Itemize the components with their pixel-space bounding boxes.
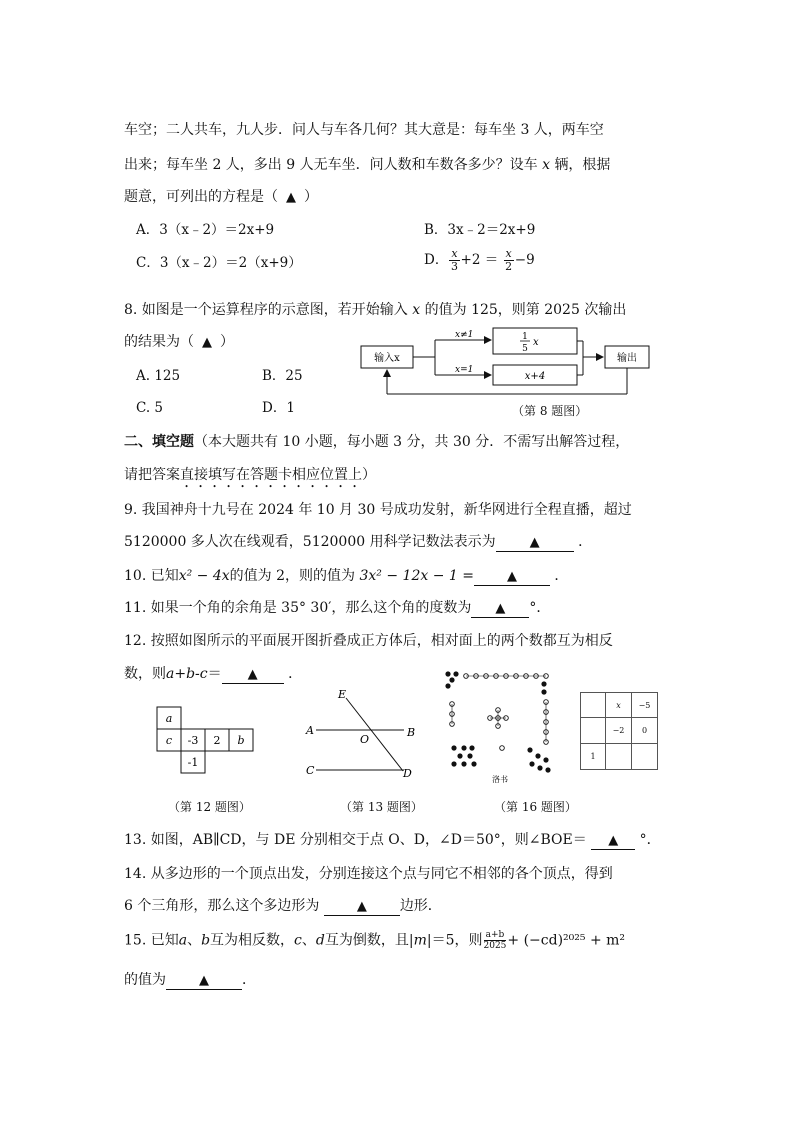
grid-cell: 1 [580, 744, 606, 770]
q15-mid2: 互为倒数，且 [324, 932, 409, 949]
q8-line1-text: 8. 如图是一个运算程序的示意图，若开始输入 [124, 302, 408, 318]
label-o: O [360, 733, 370, 746]
q7-option-c[interactable]: C．3（x﹣2）＝2（x+9） [136, 255, 302, 271]
var-d: d [315, 932, 325, 949]
q8-line2 [124, 332, 234, 353]
luoshu-label: 洛书 [492, 775, 508, 784]
q15-mid1: 互为相反数， [210, 932, 295, 949]
q10-expr2: 3x² − 12x − 1 = [359, 568, 474, 584]
q7-line3-end: ） [304, 189, 318, 205]
q7-option-d[interactable] [424, 248, 535, 273]
net-b: b [237, 734, 245, 747]
q11-end: °． [529, 600, 551, 616]
q11-text: 11. 如果一个角的余角是 35° 30′，那么这个角的度数为 [124, 600, 472, 616]
answer-mark: ▲ [199, 973, 209, 988]
q10-mid: 的值为 2，则的值为 [229, 568, 356, 584]
cond-one: x=1 [455, 365, 474, 375]
answer-mark: ▲ [202, 335, 212, 350]
frac-var: x [533, 337, 539, 348]
grid-cell [580, 718, 606, 744]
q15-line1 [124, 930, 625, 951]
q10-end: ． [554, 568, 569, 584]
grid-cell-x: x [606, 692, 632, 718]
q14-line2-text: 6 个三角形，那么这个多边形为 [124, 898, 320, 914]
answer-mark: ▲ [608, 833, 619, 848]
abs-m: |m| [408, 932, 432, 949]
flowchart-figure [355, 326, 665, 408]
q12-line2 [124, 664, 302, 684]
magic-square-grid [580, 692, 658, 770]
q10-line [124, 566, 568, 586]
q15-sep: 、 [301, 932, 316, 949]
q13-line [124, 830, 661, 850]
answer-blank[interactable] [166, 971, 242, 990]
var-b: b [201, 932, 211, 949]
q12-end: ． [288, 666, 303, 682]
frac-num: x [451, 247, 458, 260]
option-d-end: −9 [514, 252, 535, 268]
flow-input-label: 输入x [374, 353, 400, 364]
q8-option-a[interactable]: A. 125 [136, 368, 181, 384]
q15-mid3: ＝5，则 [431, 932, 483, 949]
fraction-x-over-3 [449, 248, 459, 273]
option-d-label: D． [424, 252, 449, 268]
frac-num: 1 [522, 332, 528, 342]
frac-den: 3 [450, 260, 458, 273]
section2-line1 [124, 432, 629, 452]
q14-line1: 14. 从多边形的一个顶点出发，分别连接这个点与同它不相邻的各个顶点，得到 [124, 866, 613, 882]
frac-num: a+b [484, 930, 507, 941]
flow-box-add-label: x+4 [524, 371, 546, 382]
fig12-caption: （第 12 题图） [168, 800, 251, 814]
q7-line3-text: 题意，可列出的方程是（ [124, 189, 278, 205]
section2-line2 [124, 465, 376, 491]
grid-cell [606, 744, 632, 770]
q8-line2-end: ） [220, 334, 234, 350]
grid-cell: −2 [606, 718, 632, 744]
net-c: c [165, 734, 173, 747]
black-dots-top-right [541, 681, 546, 694]
cond-not-one: x≠1 [455, 330, 474, 340]
label-c: C [306, 764, 315, 777]
section2-title: 二、填空题 [124, 434, 194, 450]
net-a: a [165, 712, 173, 725]
answer-blank[interactable] [471, 599, 529, 618]
answer-mark: ▲ [286, 190, 296, 205]
frac-den: 5 [522, 344, 528, 354]
var-x: x [412, 302, 421, 318]
q15-line2 [124, 970, 256, 990]
answer-blank[interactable] [591, 831, 635, 850]
answer-blank[interactable] [222, 665, 284, 684]
fraction-x-over-2 [504, 248, 514, 273]
fig8-caption: （第 8 题图） [512, 404, 588, 418]
fraction-a-plus-b [484, 930, 507, 951]
grid-cell: 0 [632, 718, 658, 744]
grid-cell [632, 744, 658, 770]
answer-mark: ▲ [356, 899, 367, 914]
label-e: E [338, 688, 347, 701]
answer-blank[interactable] [474, 567, 550, 586]
answer-blank[interactable] [324, 897, 400, 916]
q7-line2 [124, 155, 610, 175]
q9-line1: 9. 我国神舟十九号在 2024 年 10 月 30 号成功发射，新华网进行全程直播，超过 [124, 502, 632, 518]
section2-desc2a: 请把答案 [124, 467, 180, 483]
var-c: c [294, 932, 302, 949]
q14-end: 边形． [399, 898, 442, 914]
frac-den: 2 [505, 260, 513, 273]
black-dots-bottom-left [451, 745, 476, 766]
q11-line [124, 598, 550, 618]
q15-rest: + (−cd)²⁰²⁵ + m² [507, 932, 626, 949]
q9-line2-text: 5120000 多人次在线观看，5120000 用科学记数法表示为 [124, 534, 496, 550]
net-minus3: -3 [187, 734, 199, 747]
q9-end: ． [578, 534, 593, 550]
q7-line3 [124, 187, 318, 208]
net-minus1: -1 [187, 756, 199, 769]
q15-end: ． [242, 972, 256, 988]
luoshu-figure [440, 668, 558, 786]
q8-line1 [124, 300, 626, 320]
q7-option-a[interactable]: A．3（x﹣2）＝2x+9 [136, 222, 275, 238]
section2-desc: （本大题共有 10 小题，每小题 3 分，共 30 分．不需写出解答过程， [194, 434, 630, 450]
q9-line2 [124, 532, 592, 552]
flow-output-label: 输出 [617, 353, 637, 364]
q8-line2-text: 的结果为（ [124, 334, 194, 350]
q7-option-b[interactable]: B．3x﹣2＝2x+9 [424, 222, 536, 238]
q12-line1: 12. 按照如图所示的平面展开图折叠成正方体后，相对面上的两个数都互为相反 [124, 633, 613, 649]
q13-end: °． [639, 832, 661, 848]
black-dots-bottom-right [527, 747, 550, 772]
cube-net-figure [155, 705, 265, 777]
q12-line2-text: 数，则 [124, 666, 166, 682]
grid-cell: −5 [632, 692, 658, 718]
q10-pre: 10. 已知 [124, 568, 179, 584]
section2-emphasis: 直接填写在答题卡相应位置上 [180, 467, 362, 483]
line-de [346, 698, 403, 771]
label-b: B [407, 726, 416, 739]
q8-line1-end: 的值为 125，则第 2025 次输出 [424, 302, 627, 318]
q7-line2-end: 辆，根据 [554, 157, 611, 173]
label-d: D [403, 767, 412, 780]
net-2: 2 [213, 734, 221, 747]
section2-desc2c: ） [362, 467, 376, 483]
var-a: a [178, 932, 188, 949]
option-d-mid: +2 ＝ [460, 252, 499, 268]
fig13-caption: （第 13 题图） [340, 800, 423, 814]
q8-option-b[interactable]: B．25 [262, 368, 303, 384]
q8-option-c[interactable]: C. 5 [136, 400, 164, 416]
q10-expr1: x² − 4x [178, 568, 230, 584]
answer-blank[interactable] [496, 533, 574, 552]
fig16-caption: （第 16 题图） [494, 800, 577, 814]
q15-sep: 、 [187, 932, 202, 949]
frac-den: 2025 [483, 941, 507, 951]
q8-option-d[interactable]: D．1 [262, 400, 295, 416]
answer-mark: ▲ [495, 601, 506, 616]
grid-cell [580, 692, 606, 718]
parallel-lines-figure [296, 686, 426, 782]
black-dots-top-left [445, 671, 458, 688]
white-dots-bottom-center [500, 746, 505, 751]
answer-mark: ▲ [247, 667, 258, 682]
answer-mark: ▲ [506, 569, 517, 584]
q15-line2-text: 的值为 [124, 972, 166, 988]
q7-line2-text: 出来；每车坐 2 人，多出 9 人无车坐．问人数和车数各多少？设车 [124, 157, 538, 173]
q12-equals: ＝ [207, 666, 222, 682]
label-a: A [306, 724, 314, 737]
frac-num: x [505, 247, 512, 260]
q14-line2 [124, 896, 442, 916]
answer-mark: ▲ [529, 535, 540, 550]
var-x: x [542, 157, 550, 173]
q7-line1: 车空；二人共车，九人步．问人与车各几何？其大意是：每车坐 3 人，两车空 [124, 122, 604, 138]
q13-text: 13. 如图，AB∥CD，与 DE 分别相交于点 O、D，∠D＝50°，则∠BOE＝ [124, 832, 587, 848]
q12-expr: a+b-c [166, 666, 208, 682]
q15-pre: 15. 已知 [124, 932, 179, 949]
